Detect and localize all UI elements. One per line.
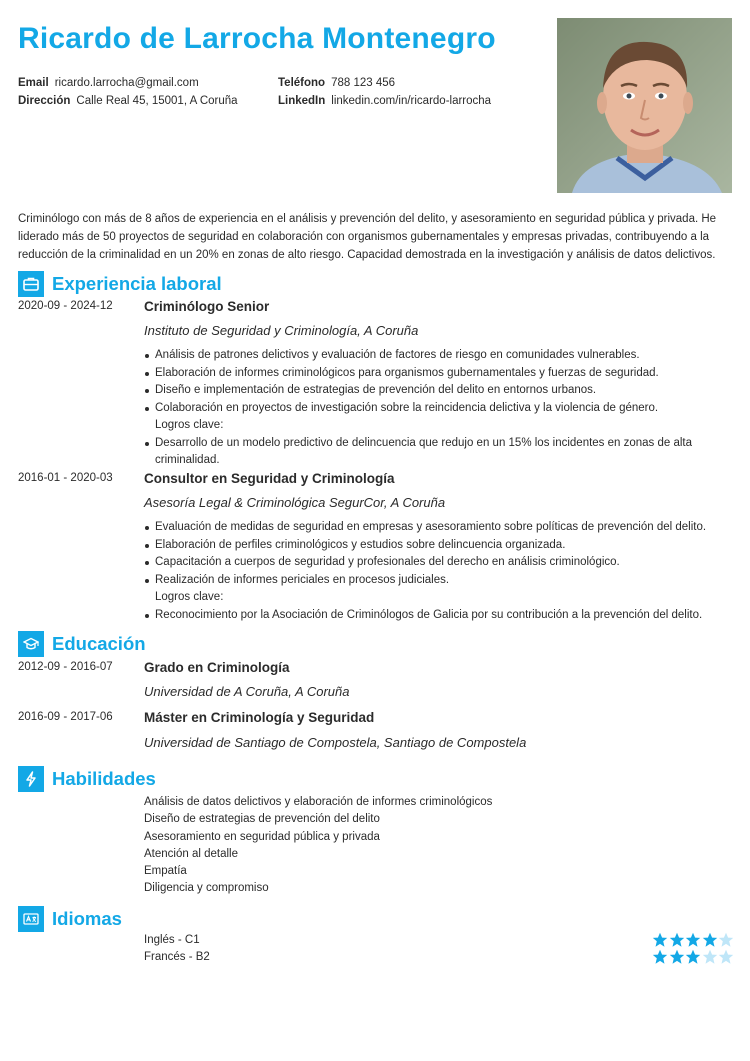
job-dates: 2020-09 - 2024-12 [18, 300, 113, 312]
star-empty-icon [718, 932, 734, 948]
education-dates: 2012-09 - 2016-07 [18, 661, 113, 673]
institution: Universidad de Santiago de Compostela, Santiago de Compostela [144, 735, 527, 750]
phone-label: Teléfono [278, 77, 326, 89]
skill-item: Atención al detalle [144, 847, 238, 860]
summary-line: Criminólogo con más de 8 años de experiencia en el análisis y prevención del delito, y asesoramiento en seguridad pública y privada. He [18, 213, 717, 225]
degree-title: Grado en Criminología [144, 660, 290, 675]
skill-item: Diseño de estrategias de prevención del delito [144, 813, 380, 826]
list-item: Reconocimiento por la Asociación de Criminólogos de Galicia por su contribución a la prevención del delito. [144, 607, 724, 625]
star-filled-icon [669, 949, 685, 965]
star-filled-icon [652, 949, 668, 965]
skill-item: Empatía [144, 865, 187, 878]
education-dates: 2016-09 - 2017-06 [18, 711, 113, 723]
language-rating [652, 949, 735, 965]
job-dates: 2016-01 - 2020-03 [18, 472, 113, 484]
list-item: Elaboración de informes criminológicos para organismos gubernamentales y fuerzas de seguridad. [144, 365, 724, 383]
list-item: Logros clave: [155, 591, 224, 603]
section-title: Educación [52, 633, 146, 654]
language-label: Francés - B2 [144, 951, 210, 963]
skill-item: Análisis de datos delictivos y elaboración de informes criminológicos [144, 796, 493, 808]
skill-item: Asesoramiento en seguridad pública y privada [144, 830, 380, 843]
skills-heading [18, 766, 156, 792]
job-organization: Instituto de Seguridad y Criminología, A Coruña [144, 323, 419, 338]
language-icon [18, 906, 44, 932]
language-rating [652, 932, 735, 948]
list-item: criminalidad. [155, 454, 220, 466]
skills-list [144, 794, 492, 898]
star-filled-icon [685, 949, 701, 965]
language-label: Inglés - C1 [144, 934, 200, 946]
linkedin-label: LinkedIn [278, 95, 326, 107]
job-title: Criminólogo Senior [144, 299, 270, 314]
star-empty-icon [702, 949, 718, 965]
degree-title: Máster en Criminología y Seguridad [144, 710, 375, 725]
list-item: Diseño e implementación de estrategias de prevención del delito en entornos urbanos. [144, 382, 724, 400]
email-label: Email [18, 77, 49, 89]
briefcase-icon [18, 271, 44, 297]
job-bullets [144, 519, 724, 624]
section-title: Experiencia laboral [52, 273, 222, 294]
list-item: Análisis de patrones delictivos y evaluación de factores de riesgo en comunidades vulnerables. [144, 347, 724, 365]
summary-line: reducción de la criminalidad en un 20% en zonas de alto riesgo. Capacidad demostrada en la investigación y análisis de datos delictivos. [18, 249, 716, 261]
phone-value: 788 123 456 [331, 77, 396, 89]
star-filled-icon [652, 932, 668, 948]
lightning-icon [18, 766, 44, 792]
candidate-name: Ricardo de Larrocha Montenegro [18, 22, 496, 55]
skill-item: Diligencia y compromiso [144, 882, 269, 895]
experience-heading [18, 271, 222, 297]
list-item: Logros clave: [155, 419, 224, 431]
section-title: Habilidades [52, 768, 156, 789]
profile-summary [18, 210, 730, 264]
profile-photo [557, 18, 732, 193]
language-row [144, 934, 734, 951]
star-empty-icon [718, 949, 734, 965]
section-title: Idiomas [52, 908, 122, 929]
job-bullets [144, 347, 724, 470]
job-title: Consultor en Seguridad y Criminología [144, 471, 395, 486]
list-item: Elaboración de perfiles criminológicos y estudios sobre delincuencia organizada. [144, 537, 724, 555]
list-item: Desarrollo de un modelo predictivo de delincuencia que redujo en un 15% los incidentes en zonas de alta [144, 435, 724, 453]
summary-line: liderado más de 50 proyectos de seguridad en colaboración con organismos gubernamentales y empresas privadas, contribuyendo a la [18, 231, 710, 243]
star-filled-icon [702, 932, 718, 948]
linkedin-value: linkedin.com/in/ricardo-larrocha [331, 95, 492, 107]
list-item: Realización de informes periciales en procesos judiciales. [144, 572, 724, 590]
institution: Universidad de A Coruña, A Coruña [144, 684, 350, 699]
list-item: Capacitación a cuerpos de seguridad y profesionales del derecho en análisis criminológico. [144, 554, 724, 572]
education-heading [18, 631, 146, 657]
address-label: Dirección [18, 95, 71, 107]
contact-block [18, 74, 538, 110]
languages-heading [18, 906, 122, 932]
list-item: Colaboración en proyectos de investigación sobre la reincidencia delictiva y la violencia de género. [144, 400, 724, 418]
job-organization: Asesoría Legal & Criminológica SegurCor, A Coruña [144, 495, 446, 510]
address-value: Calle Real 45, 15001, A Coruña [76, 95, 238, 107]
list-item: Evaluación de medidas de seguridad en empresas y asesoramiento sobre políticas de prevención del delito. [144, 519, 724, 537]
language-row [144, 951, 734, 968]
star-filled-icon [669, 932, 685, 948]
star-filled-icon [685, 932, 701, 948]
email-value: ricardo.larrocha@gmail.com [54, 77, 199, 89]
graduation-cap-icon [18, 631, 44, 657]
